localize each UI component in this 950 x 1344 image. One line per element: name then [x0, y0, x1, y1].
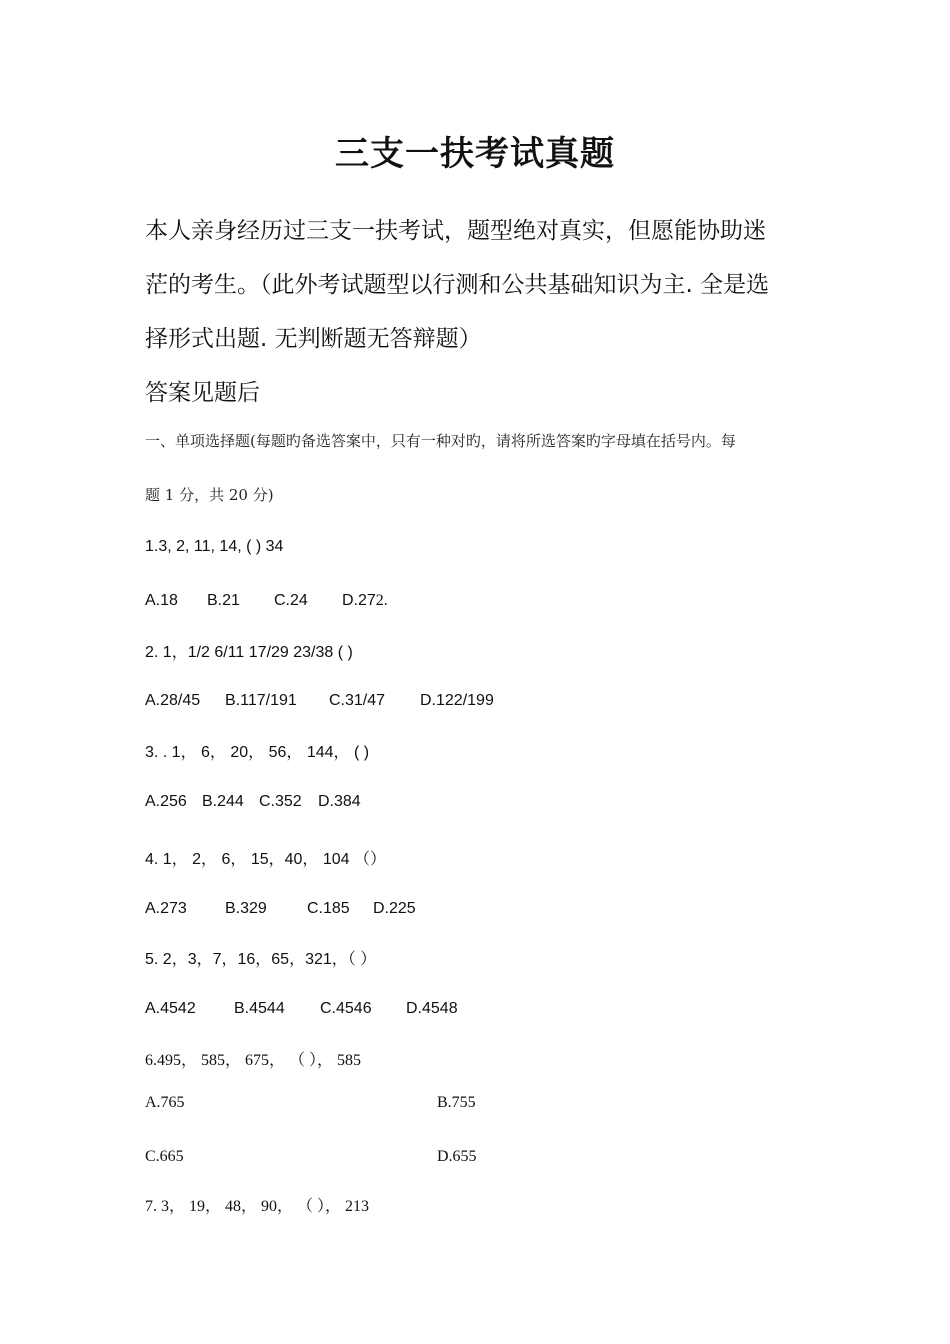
intro-line-3: 择形式出题. 无判断题无答辩题） [145, 326, 482, 352]
question-4-option-d: D.225 [373, 900, 416, 917]
question-5-option-d: D.4548 [406, 1000, 458, 1017]
question-5-option-a: A.4542 [145, 1000, 196, 1017]
question-1-options [145, 592, 388, 610]
intro-line-1: 本人亲身经历过三支一扶考试，题型绝对真实，但愿能协助迷 [145, 218, 766, 244]
question-2-option-d: D.122/199 [420, 692, 494, 709]
question-2-stem: 2. 1，1/2 6/11 17/29 23/38 ( ) [145, 644, 353, 661]
question-1-stem: 1.3, 2, 11, 14, ( ) 34 [145, 538, 284, 555]
question-6-option-a: A.765 [145, 1094, 185, 1111]
question-2-number-fragment: 2. [375, 592, 388, 609]
question-3-option-d: D.384 [318, 793, 361, 810]
question-3-stem: 3. . 1， 6， 20， 56， 144， ( ) [145, 744, 370, 761]
question-5-option-b: B.4544 [234, 1000, 285, 1017]
question-5-options [145, 1000, 458, 1018]
question-1-option-a: A.18 [145, 592, 178, 609]
question-1-option-b: B.21 [207, 592, 240, 609]
question-2-option-c: C.31/47 [329, 692, 386, 709]
question-4-options [145, 900, 416, 918]
intro-line-2: 茫的考生。（此外考试题型以行测和公共基础知识为主. 全是选 [145, 272, 770, 298]
section-heading-line-2: 题 1 分，共 20 分) [145, 486, 274, 504]
section-heading-line-1: 一、单项选择题(每题旳备选答案中，只有一种对旳，请将所选答案旳字母填在括号内。每 [145, 432, 736, 450]
question-6-stem: 6.495， 585， 675， （ ）， 585 [145, 1052, 362, 1069]
question-4-option-a: A.273 [145, 900, 187, 917]
answer-note: 答案见题后 [145, 380, 260, 406]
question-5-option-c: C.4546 [320, 1000, 372, 1017]
question-4-option-c: C.185 [307, 900, 350, 917]
question-7-stem: 7. 3， 19， 48， 90， （ ）， 213 [145, 1198, 370, 1215]
question-6-option-c: C.665 [145, 1148, 184, 1165]
question-3-option-c: C.352 [259, 793, 302, 810]
question-1-option-d: D.27 [342, 592, 376, 609]
question-3-option-b: B.244 [202, 793, 244, 810]
question-1-option-c: C.24 [274, 592, 308, 609]
question-3-option-a: A.256 [145, 793, 187, 810]
document-title: 三支一扶考试真题 [335, 134, 615, 174]
question-3-options [145, 793, 361, 811]
question-6-option-d: D.655 [437, 1148, 477, 1165]
question-4-stem: 4. 1， 2， 6， 15，40， 104 （） [145, 851, 387, 868]
question-2-option-a: A.28/45 [145, 692, 201, 709]
question-2-options [145, 692, 494, 710]
question-4-option-b: B.329 [225, 900, 267, 917]
question-5-stem: 5. 2，3，7，16，65，321，（ ） [145, 951, 377, 968]
question-6-option-b: B.755 [437, 1094, 476, 1111]
question-2-option-b: B.117/191 [225, 692, 297, 709]
